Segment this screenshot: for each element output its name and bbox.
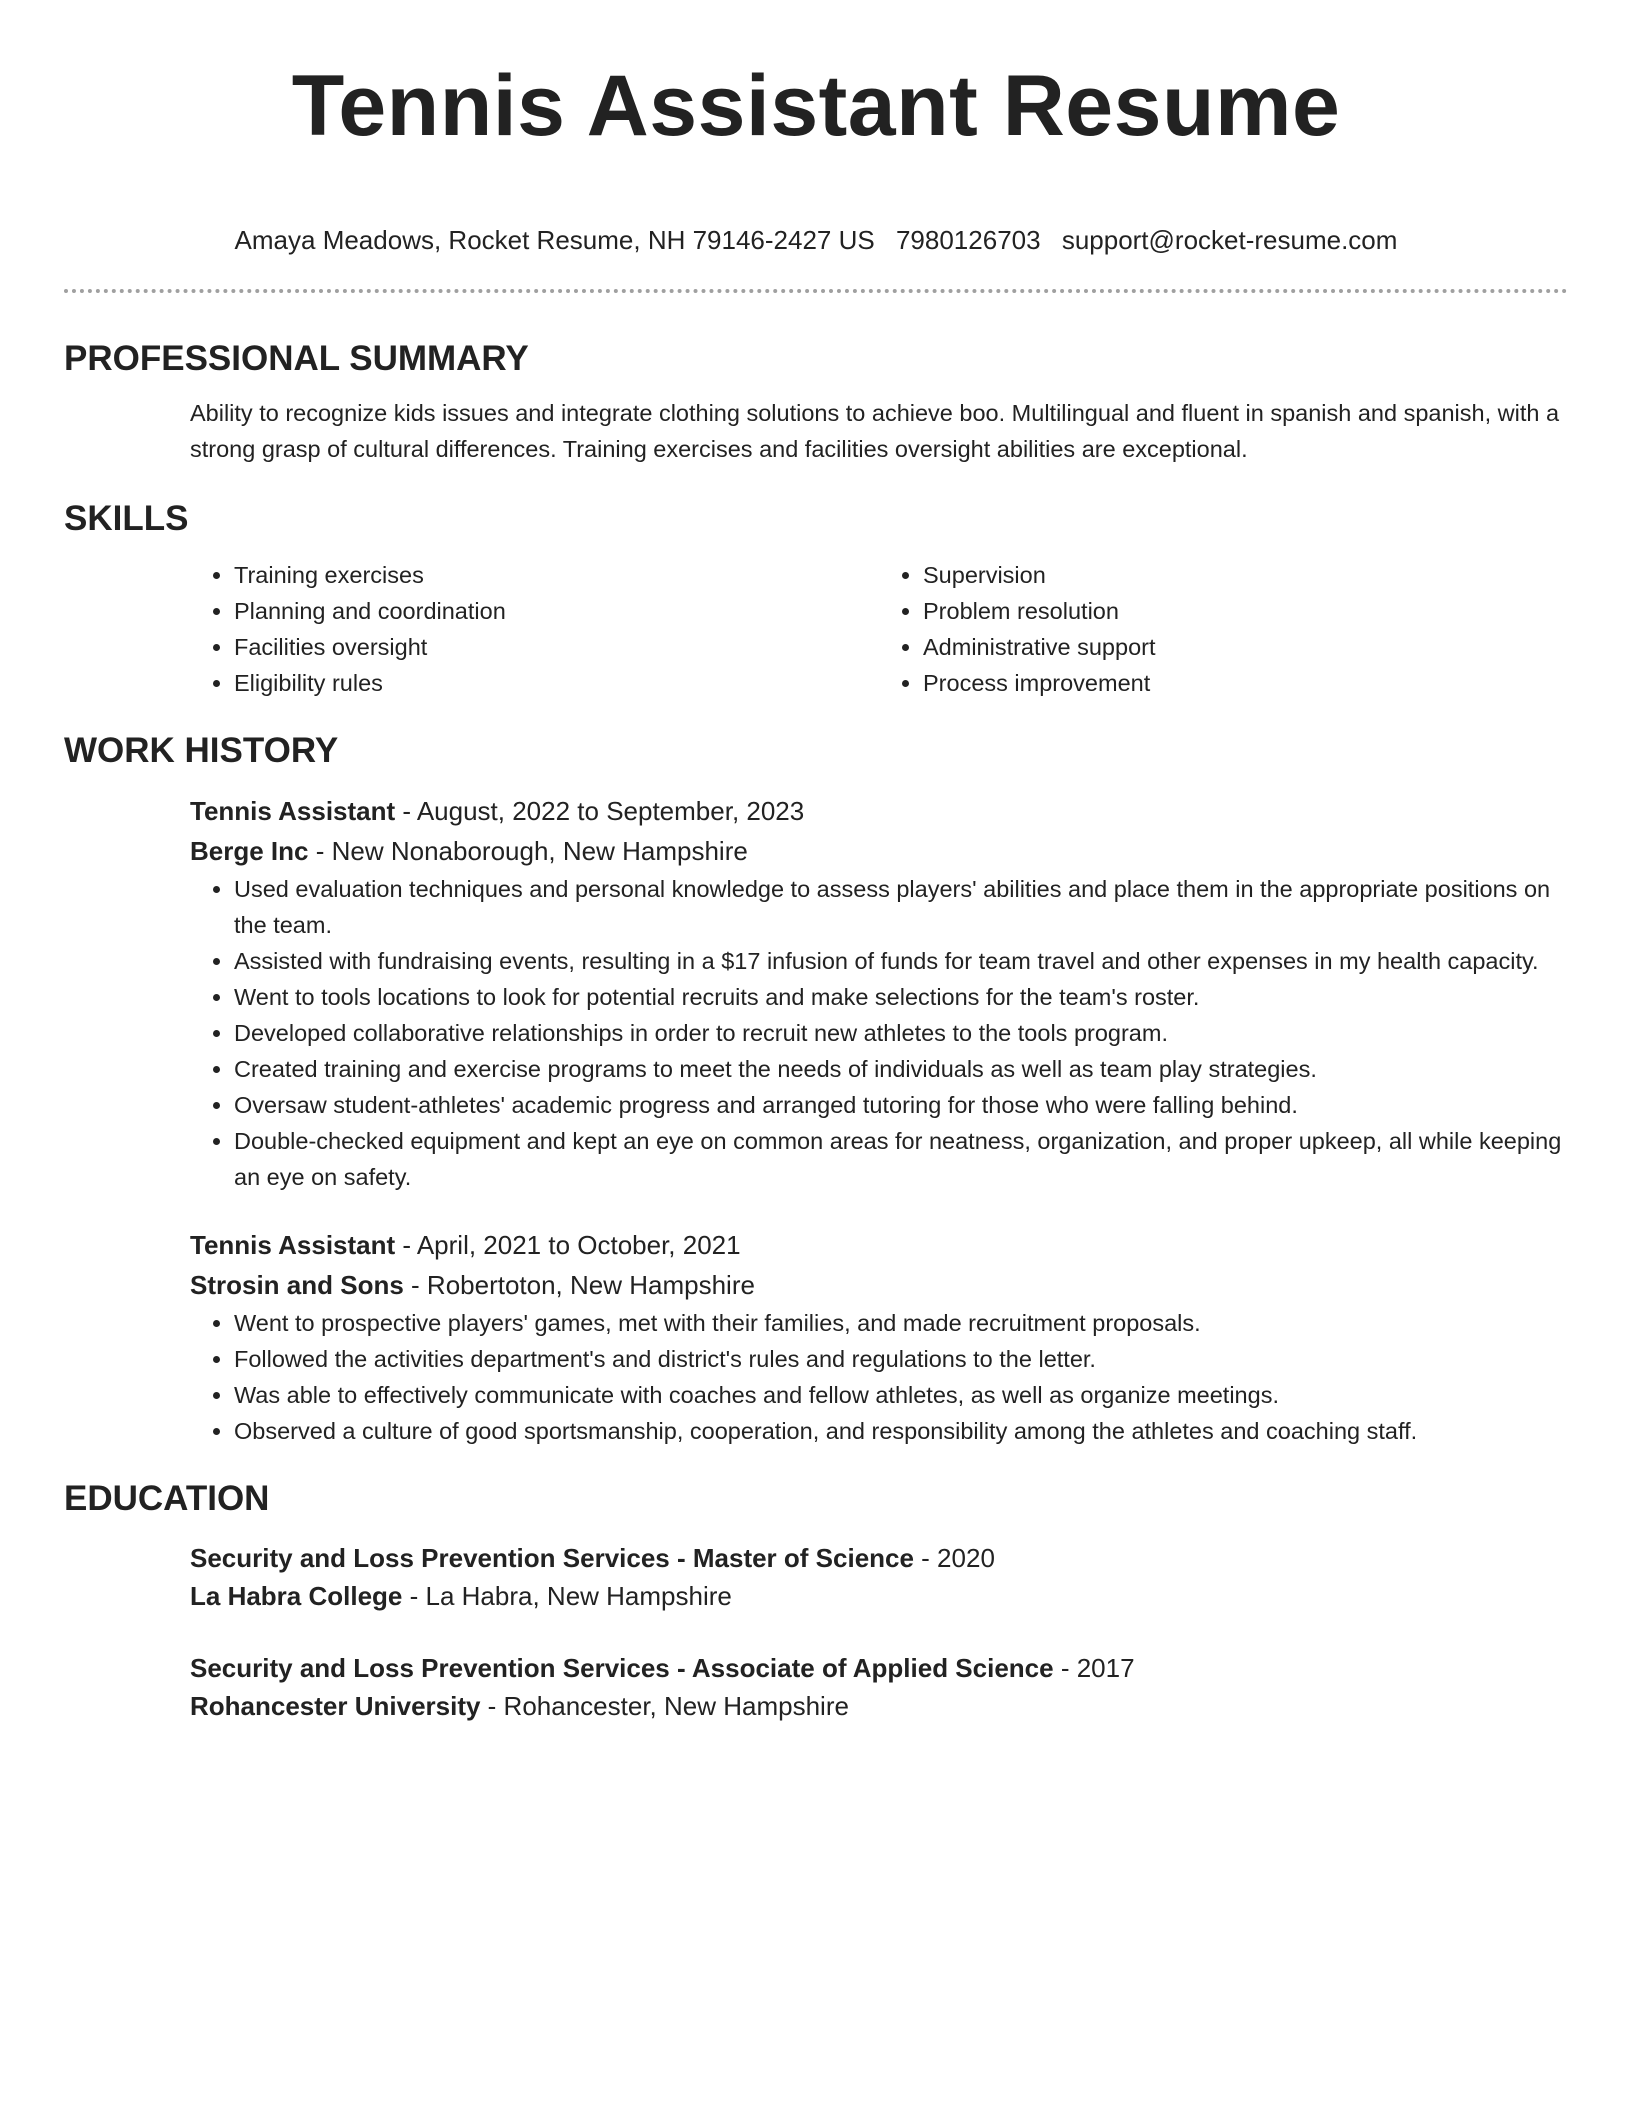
job-entry: [190, 1225, 1568, 1449]
job-location: - New Nonaborough, New Hampshire: [308, 836, 748, 866]
skill-item: • Eligibility rules: [234, 665, 879, 701]
job-dates: - April, 2021 to October, 2021: [395, 1230, 741, 1260]
job-duty: • Assisted with fundraising events, resulting in a $17 infusion of funds for team travel and other expenses in my health capacity.: [234, 943, 1568, 979]
job-duty: • Observed a culture of good sportsmanship, cooperation, and responsibility among the athletes and coaching staff.: [234, 1413, 1568, 1449]
education-school-line: [190, 1687, 1568, 1725]
job-duty: • Developed collaborative relationships in order to recruit new athletes to the tools program.: [234, 1015, 1568, 1051]
job-title-line: [190, 1225, 1568, 1265]
job-duties: [190, 1305, 1568, 1449]
education-year: - 2020: [913, 1543, 995, 1573]
education-school-line: [190, 1577, 1568, 1615]
skill-item: • Problem resolution: [923, 593, 1568, 629]
contact-email: support@rocket-resume.com: [1061, 225, 1398, 255]
education-entry: [190, 1649, 1568, 1725]
job-company: Berge Inc: [190, 836, 309, 866]
job-duty: • Oversaw student-athletes' academic progress and arranged tutoring for those who were falling behind.: [234, 1087, 1568, 1123]
education-school: La Habra College: [190, 1581, 403, 1611]
work-heading: WORK HISTORY: [64, 731, 339, 770]
header-divider: [64, 289, 1568, 293]
job-company-line: [190, 1265, 1568, 1305]
job-duty: • Used evaluation techniques and personal knowledge to assess players' abilities and place them in the appropriate positions on the team.: [234, 871, 1568, 943]
job-entry: [190, 791, 1568, 1195]
job-duty: • Was able to effectively communicate with coaches and fellow athletes, as well as organize meetings.: [234, 1377, 1568, 1413]
contact-line: [64, 224, 1568, 256]
summary-heading: PROFESSIONAL SUMMARY: [64, 339, 529, 378]
job-title-line: [190, 791, 1568, 831]
contact-address: Amaya Meadows, Rocket Resume, NH 79146-2427 US: [234, 225, 875, 255]
skill-item: • Planning and coordination: [234, 593, 879, 629]
skill-item: • Administrative support: [923, 629, 1568, 665]
job-duty: • Went to prospective players' games, met with their families, and made recruitment proposals.: [234, 1305, 1568, 1341]
page-title: Tennis Assistant Resume: [291, 58, 1341, 154]
job-duties: [190, 871, 1568, 1195]
job-title: Tennis Assistant: [190, 1230, 396, 1260]
summary-section: [64, 337, 1568, 467]
job-duty: • Created training and exercise programs to meet the needs of individuals as well as team play strategies.: [234, 1051, 1568, 1087]
job-dates: - August, 2022 to September, 2023: [395, 796, 805, 826]
skill-item: • Supervision: [923, 557, 1568, 593]
summary-text: Ability to recognize kids issues and integrate clothing solutions to achieve boo. Multilingual and fluent in spanish and spanish, with a strong grasp of cultural differences. Training exercises and facilities oversight abilities are exceptional.: [190, 400, 1560, 462]
skill-item: • Process improvement: [923, 665, 1568, 701]
education-degree: Security and Loss Prevention Services - Master of Science: [190, 1543, 914, 1573]
job-duty: • Went to tools locations to look for potential recruits and make selections for the team's roster.: [234, 979, 1568, 1015]
contact-phone: 7980126703: [895, 225, 1041, 255]
skill-item: • Facilities oversight: [234, 629, 879, 665]
skills-section: [64, 497, 1568, 701]
job-company: Strosin and Sons: [190, 1270, 404, 1300]
education-entry: [190, 1539, 1568, 1615]
education-degree-line: [190, 1649, 1568, 1687]
skills-heading: SKILLS: [64, 499, 189, 538]
skills-list-left: [190, 557, 879, 701]
education-degree-line: [190, 1539, 1568, 1577]
skill-item: • Training exercises: [234, 557, 879, 593]
education-degree: Security and Loss Prevention Services - Associate of Applied Science: [190, 1653, 1054, 1683]
work-section: [64, 729, 1568, 1449]
education-year: - 2017: [1053, 1653, 1135, 1683]
job-company-line: [190, 831, 1568, 871]
education-location: - Rohancester, New Hampshire: [480, 1691, 849, 1721]
job-duty: • Followed the activities department's and district's rules and regulations to the letter.: [234, 1341, 1568, 1377]
skills-columns: [190, 557, 1568, 701]
education-school: Rohancester University: [190, 1691, 481, 1721]
skills-list-right: [879, 557, 1568, 701]
education-section: [64, 1477, 1568, 1725]
job-duty: • Double-checked equipment and kept an eye on common areas for neatness, organization, and proper upkeep, all while keeping an eye on safety.: [234, 1123, 1568, 1195]
education-heading: EDUCATION: [64, 1479, 270, 1518]
job-title: Tennis Assistant: [190, 796, 396, 826]
job-location: - Robertoton, New Hampshire: [403, 1270, 755, 1300]
education-location: - La Habra, New Hampshire: [402, 1581, 732, 1611]
